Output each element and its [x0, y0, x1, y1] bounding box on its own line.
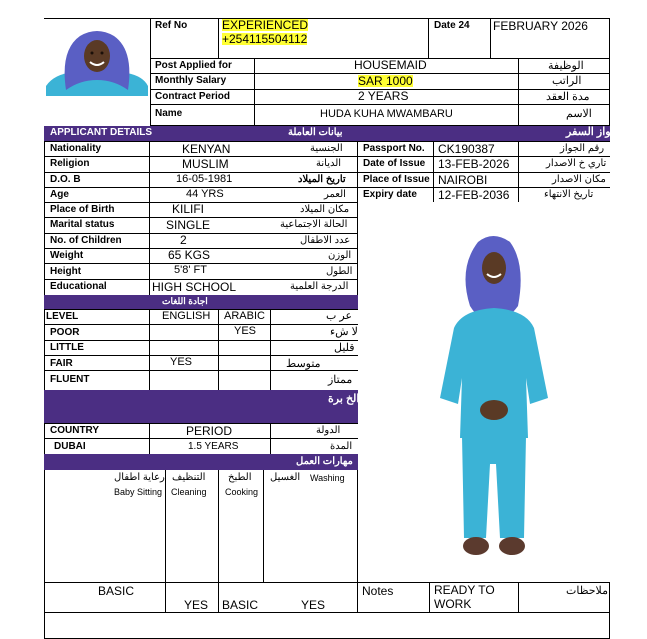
fluent-ar: ممتاز	[328, 374, 353, 386]
age-ar: العمر	[324, 189, 346, 200]
poor-arabic-value: YES	[234, 325, 257, 337]
contract-period-label: Contract Period	[155, 91, 231, 102]
name-value: HUDA KUHA MWAMBARU	[320, 108, 453, 120]
marital-status-label: Marital status	[50, 219, 115, 230]
notes-label: Notes	[362, 584, 394, 598]
children-ar: عدد الاطفال	[300, 235, 351, 246]
date-of-issue-ar: تاري خ الاصدار	[546, 158, 607, 169]
education-ar: الدرجة العلمية	[290, 281, 349, 292]
name-ar: الاسم	[566, 108, 592, 120]
experience-bar	[44, 390, 358, 423]
cooking-label: Cooking	[225, 487, 259, 497]
contract-period-value: 2 YEARS	[358, 89, 409, 103]
country-label: COUNTRY	[50, 425, 100, 436]
monthly-salary-label: Monthly Salary	[155, 75, 227, 86]
applicant-details-bar	[44, 126, 647, 141]
passport-details-title-ar: بيانات جواز السفر	[566, 126, 647, 138]
work-skills-bar	[44, 454, 358, 470]
age-value: 44 YRS	[186, 188, 224, 200]
period-label: PERIOD	[186, 424, 233, 438]
religion-label: Religion	[50, 158, 90, 169]
post-applied-label: Post Applied for	[155, 60, 232, 71]
experience-title-ar: الخ برة	[328, 393, 360, 405]
monthly-salary-value: SAR 1000	[358, 74, 413, 88]
english-header: ENGLISH	[162, 310, 211, 322]
expiry-date-ar: تاريخ الانتهاء	[544, 189, 594, 200]
passport-no-value: CK190387	[438, 142, 495, 156]
cleaning-ar: التنظيف	[172, 472, 206, 483]
height-ar: الطول	[326, 266, 353, 277]
dob-label: D.O. B	[50, 174, 81, 185]
date-of-issue-value: 13-FEB-2026	[438, 157, 510, 171]
ref-no-label: Ref No	[155, 20, 188, 31]
baby-sitting-label: Baby Sitting	[114, 487, 163, 497]
post-applied-ar: الوظيفة	[548, 60, 584, 72]
place-of-issue-label: Place of Issue	[363, 174, 430, 185]
place-of-birth-ar: مكان الميلاد	[300, 204, 350, 215]
country-value: DUBAI	[54, 441, 86, 452]
expiry-date-label: Expiry date	[363, 189, 417, 200]
date-of-issue-label: Date of Issue	[363, 158, 426, 169]
date-value: FEBRUARY 2026	[493, 19, 588, 33]
poor-label: POOR	[50, 327, 80, 338]
ref-experienced-text: EXPERIENCED	[222, 18, 309, 32]
period-value: 1.5 YEARS	[188, 441, 239, 452]
religion-value: MUSLIM	[182, 157, 229, 171]
full-body-photo	[418, 228, 568, 568]
passport-no-ar: رقم الجواز	[560, 143, 605, 154]
monthly-salary-ar: الراتب	[552, 75, 582, 87]
place-of-birth-label: Place of Birth	[50, 204, 115, 215]
languages-title-ar: اجادة اللغات	[162, 296, 208, 306]
applicant-details-title: APPLICANT DETAILS	[50, 127, 153, 138]
weight-value: 65 KGS	[168, 248, 211, 262]
level-label: LEVEL	[46, 311, 79, 322]
post-applied-value: HOUSEMAID	[354, 58, 427, 72]
washing-label: Washing	[310, 473, 345, 483]
place-of-issue-value: NAIROBI	[438, 173, 488, 187]
children-value: 2	[180, 233, 187, 247]
ref-phone-number: +254115504112	[222, 32, 308, 46]
contract-period-ar: مدة العقد	[546, 91, 590, 103]
poor-ar: لا شء	[330, 326, 358, 338]
fluent-label: FLUENT	[50, 374, 90, 385]
work-skills-title-ar: مهارات العمل	[296, 456, 353, 467]
weight-label: Weight	[50, 250, 84, 261]
height-value: 5'8' FT	[174, 264, 207, 276]
dob-value: 16-05-1981	[176, 173, 233, 185]
date-label: Date 24	[434, 20, 470, 31]
washing-ar: الغسيل	[270, 472, 301, 483]
education-value: HIGH SCHOOL	[152, 280, 237, 294]
children-label: No. of Children	[50, 235, 122, 246]
cooking-ar: الطبخ	[228, 472, 252, 483]
nationality-ar: الجنسية	[310, 143, 343, 154]
expiry-date-value: 12-FEB-2036	[438, 188, 510, 202]
notes-value-line2: WORK	[434, 597, 472, 611]
nationality-label: Nationality	[50, 143, 102, 154]
place-of-birth-value: KILIFI	[172, 202, 205, 216]
footer-yes-2: YES	[301, 598, 326, 612]
place-of-issue-ar: مكان الاصدار	[552, 174, 606, 185]
notes-ar: ملاحظات	[566, 585, 608, 597]
fair-english-value: YES	[170, 356, 193, 368]
dob-ar: تاريخ الميلاد	[298, 174, 346, 185]
little-label: LITTLE	[50, 342, 84, 353]
fair-label: FAIR	[50, 358, 73, 369]
little-ar: قليل	[334, 342, 355, 354]
weight-ar: الوزن	[328, 250, 352, 261]
country-ar: الدولة	[316, 425, 341, 436]
fair-ar: متوسط	[286, 358, 321, 370]
arabic-header: ARABIC	[224, 310, 265, 322]
languages-bar	[44, 295, 358, 309]
baby-sitting-ar: رعاية اطفال	[114, 472, 165, 483]
footer-basic-1: BASIC	[98, 584, 135, 598]
notes-value-line1: READY TO	[434, 583, 495, 597]
age-label: Age	[50, 189, 69, 200]
religion-ar: الديانة	[316, 158, 342, 169]
marital-status-value: SINGLE	[166, 218, 211, 232]
name-label: Name	[155, 108, 183, 119]
height-label: Height	[50, 266, 82, 277]
nationality-value: KENYAN	[182, 142, 231, 156]
footer-yes-1: YES	[184, 598, 209, 612]
arabic-header-ar: عر ب	[326, 310, 353, 322]
marital-status-ar: الحالة الاجتماعية	[280, 219, 348, 230]
applicant-details-title-ar: بيانات العاملة	[288, 127, 343, 138]
cleaning-label: Cleaning	[171, 487, 207, 497]
period-ar: المدة	[330, 441, 353, 452]
portrait-photo	[44, 20, 150, 96]
passport-no-label: Passport No.	[363, 143, 425, 154]
footer-basic-2: BASIC	[222, 598, 259, 612]
education-label: Educational	[50, 281, 107, 292]
